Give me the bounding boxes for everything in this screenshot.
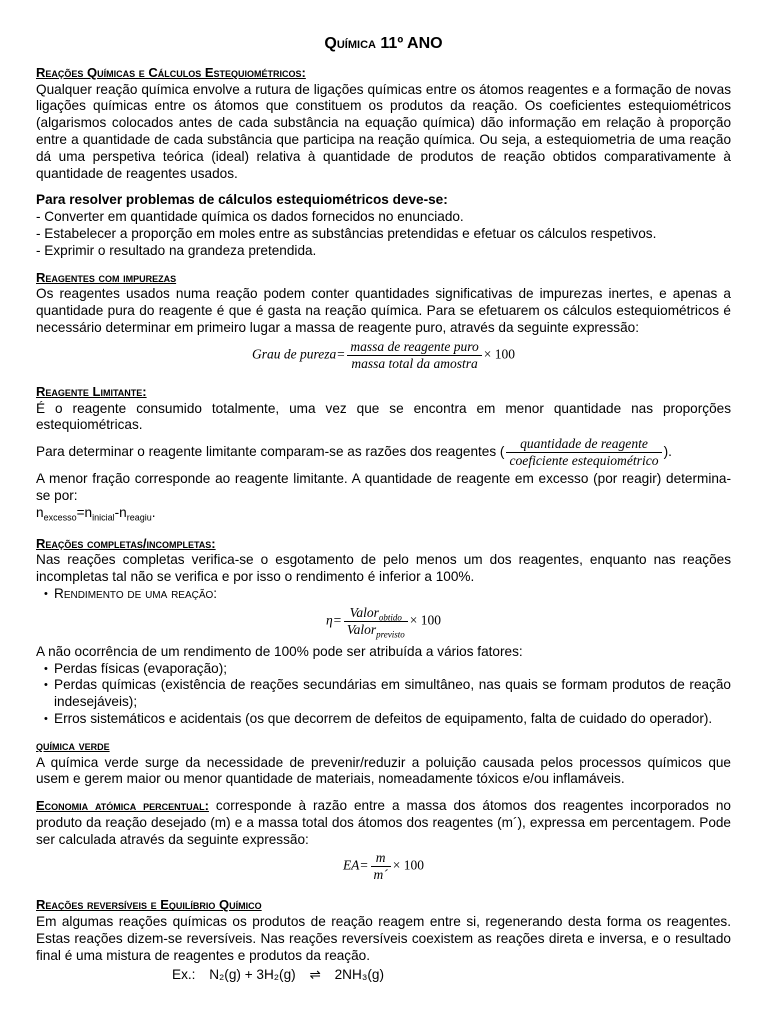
- subscript: excesso: [43, 512, 77, 523]
- fraction: [344, 605, 408, 638]
- text: corresponde à razão entre a massa dos átomos dos reagentes incorporados no produto da reação desejado (m) e a massa total dos átomos dos reagentes (m´), expressa em percentagem. Pode ser calculada através da seguinte expressão:: [36, 798, 731, 847]
- section-stoichiometry: [36, 65, 731, 183]
- formula-rhs: × 100: [409, 612, 441, 628]
- atom-economy-formula: [36, 850, 731, 883]
- paragraph: Os reagentes usados numa reação podem conter quantidades significativas de impurezas inertes, e apenas a quantidade pura do reagente é que é gasta na reação química. Para se efetuarem os cálculos estequiométricos é necessário determinar em primeiro lugar a massa de reagente puro, através da seguinte expressão:: [36, 286, 731, 335]
- ratio-fraction: [506, 436, 661, 469]
- paragraph: A química verde surge da necessidade de prevenir/reduzir a poluição causada pelos processos químicos que usem e gerem maior ou menor quantidade de materiais, nomeadamente tóxicos e/ou inflamáveis.: [36, 754, 731, 787]
- fraction-denominator: coeficiente estequiométrico: [509, 453, 659, 469]
- yield-formula: [36, 605, 731, 638]
- bullet-list: [36, 661, 731, 728]
- fraction-numerator: massa de reagente puro: [347, 339, 481, 356]
- text: ).: [663, 444, 672, 460]
- example-equation: [36, 967, 731, 984]
- fraction: [347, 339, 481, 372]
- paragraph: Nas reações completas verifica-se o esgotamento de pelo menos um dos reagentes, enquanto nas reações incompletas tal não se verifica e por isso o rendimento é inferior a 100%.: [36, 552, 731, 585]
- section-atom-economy: [36, 798, 731, 883]
- paragraph: [36, 798, 731, 848]
- fraction-denominator: m´: [373, 867, 388, 883]
- text: Para determinar o reagente limitante comparam-se as razões dos reagentes (: [36, 444, 505, 460]
- fraction-numerator: [344, 605, 408, 622]
- bullet-list: [36, 586, 731, 603]
- paragraph: Qualquer reação química envolve a rutura de ligações químicas entre os átomos reagentes e a formação de novas ligações químicas entre os átomos que constituem os produtos da reação. Os coeficientes estequiométricos (algarismos colocados antes de cada substância na equação química) dão informação em relação à proporção entre a quantidade de cada substância que participa na reação química. Ou seja, a estequiometria de uma reação dá uma perspetiva teórica (ideal) relativa à quantidade de produtos de reação obtidos comparativamente à quantidade de reagentes usados.: [36, 81, 731, 181]
- text: .: [151, 504, 156, 520]
- text: Valor: [346, 621, 377, 637]
- list-item: • Perdas químicas (existência de reações secundárias em simultâneo, nas quais se formam produtos de reação indesejáveis);: [54, 677, 731, 711]
- step-line: - Converter em quantidade química os dados fornecidos no enunciado.: [36, 209, 464, 225]
- fraction-numerator: quantidade de reagente: [506, 436, 661, 453]
- equation-products: 2NH₃(g): [334, 966, 384, 982]
- step-line: - Estabelecer a proporção em moles entre as substâncias pretendidas e efetuar os cálculos respetivos.: [36, 225, 657, 241]
- document-page: [36, 36, 731, 983]
- section-heading: Para resolver problemas de cálculos estequiométricos deve-se:: [36, 192, 448, 208]
- formula-rhs: × 100: [392, 858, 425, 874]
- paragraph: Em algumas reações químicas os produtos de reação reagem entre si, regenerando desta forma os reagentes. Estas reações dizem-se reversíveis. Nas reações reversíveis coexistem as reações direta e inversa, e o resultado final é uma mistura de reagentes e produtos da reação.: [36, 914, 731, 963]
- paragraph: A não ocorrência de um rendimento de 100% pode ser atribuída a vários fatores:: [36, 643, 523, 659]
- section-heading: Reações completas/incompletas:: [36, 535, 216, 551]
- section-heading: Reações Químicas e Cálculos Estequiométricos:: [36, 64, 306, 80]
- subscript: inicial: [92, 512, 115, 523]
- section-reversible-reactions: [36, 897, 731, 983]
- section-heading: Reagentes com impurezas: [36, 269, 177, 285]
- excess-expression: [36, 505, 731, 522]
- formula-lhs: EA=: [342, 858, 369, 874]
- section-heading: Reações reversíveis e Equilíbrio Químico: [36, 897, 262, 913]
- list-item: • Perdas físicas (evaporação);: [54, 661, 731, 678]
- section-complete-reactions: [36, 536, 731, 728]
- fraction: [371, 850, 391, 883]
- purity-formula: [36, 339, 731, 372]
- subscript: previsto: [376, 629, 405, 640]
- list-item: • Rendimento de uma reação:: [54, 586, 731, 603]
- example-label: Ex.:: [172, 966, 196, 982]
- section-heading: Reagente Limitante:: [36, 383, 147, 399]
- paragraph: A menor fração corresponde ao reagente limitante. A quantidade de reagente em excesso (por reagir) determina-se por:: [36, 471, 731, 503]
- section-heading: Economia atómica percentual:: [36, 798, 209, 814]
- text: n: [36, 504, 44, 520]
- formula-rhs: × 100: [483, 346, 515, 362]
- subscript: reagiu: [126, 512, 152, 523]
- fraction-denominator: massa total da amostra: [351, 355, 478, 371]
- formula-lhs: η=: [326, 612, 342, 628]
- subscript: obtido: [378, 612, 402, 623]
- list-item: • Erros sistemáticos e acidentais (os que decorrem de defeitos de equipamento, falta de cuidado do operador).: [54, 711, 731, 728]
- equilibrium-arrow-icon: ⇌: [309, 966, 321, 982]
- text: -n: [114, 504, 127, 520]
- paragraph-ratio: [36, 436, 731, 469]
- fraction-numerator: m: [371, 850, 391, 867]
- section-heading: química verde: [36, 737, 110, 753]
- fraction-denominator: [344, 622, 408, 638]
- page-title: Química 11º ANO: [324, 35, 443, 52]
- section-solving-steps: [36, 192, 731, 259]
- step-line: - Exprimir o resultado na grandeza pretendida.: [36, 242, 317, 258]
- section-green-chemistry: [36, 738, 731, 788]
- section-impurities: [36, 270, 731, 372]
- text: Valor: [349, 604, 379, 620]
- section-limiting-reagent: [36, 384, 731, 522]
- text: =n: [76, 504, 93, 520]
- formula-lhs: Grau de pureza=: [252, 346, 346, 362]
- equation-reactants: N₂(g) + 3H₂(g): [209, 966, 296, 982]
- paragraph: É o reagente consumido totalmente, uma vez que se encontra em menor quantidade nas proporções estequiométricas.: [36, 400, 731, 433]
